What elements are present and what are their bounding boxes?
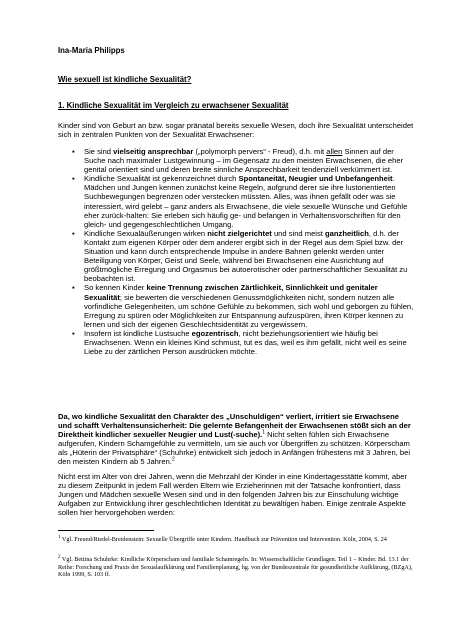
bullet-text: So kennen Kinder	[84, 283, 147, 293]
footnote-number: 2	[58, 554, 61, 560]
bullet-emphasis: vielseitig ansprechbar	[113, 147, 194, 156]
footnote-text: Vgl. Bettina Schuhrke: Kindliche Körperscham und familiale Schamregeln. In: Wissenschaftliche Grundlagen. Teil 1 – Kinder. Bd. 13.1 der Reihe: Forschung und Praxis der Sexualaufklärung und Familienplanung, hg. von der Bundeszentrale für gesundheitliche Aufklärung, (BZgA), Köln 1999, S. 103 ff.	[58, 556, 413, 579]
footnote-number: 1	[58, 534, 61, 540]
bullet-emphasis: ganzheitlich	[325, 228, 369, 238]
bullet-icon: ▪	[72, 228, 75, 238]
bullet-underline: allen	[326, 147, 343, 156]
author-name: Ina-Maria Philipps	[58, 46, 125, 55]
bullet-text: , d.h. der Kontakt zum eigenen Körper oder dem anderer ergibt sich in der Regel aus dem Spiel bzw. der Situation und kann durch entsprechende Impulse in andere Bahnen gelenkt werden unter Beteiligung von Körper, Geist und Seele, während bei Erwachsenen eine Ausrichtung auf größtmögliche Erregung und Orgasmus bei autoerotischer oder partnerschaftlicher Sexualität zu beobachten ist.	[84, 228, 408, 284]
footnote-text: Vgl. Freund/Riedel-Breidenstein: Sexuelle Übergriffe unter Kindern. Handbuch zur Prävention und Intervention. Köln, 2004, S. 24	[60, 536, 387, 543]
bullet-icon: ▪	[72, 283, 75, 293]
footnote-ref[interactable]: 1	[262, 429, 266, 436]
bullet-text: , nicht beziehungsorientiert wie häufig bei Erwachsenen. Wenn ein kleines Kind schmust, tut es das, weil es ihm gefällt, nicht weil es seine Liebe zu der zärtlichen Person ausdrücken möchte.	[84, 328, 407, 357]
list-item	[58, 329, 414, 356]
paragraph-text: Nicht selten fühlen sich Erwachsene aufgerufen, Kindern Schamgefühle zu vermitteln, um sie auch vor Übergriffen zu schützen. Körperscham als „Hüterin der Privatsphäre“ (Schuhrke) entwickelt sich jedoch in Anfängen frühestens mit 3 Jahren, bei den meisten Kindern ab 5 Jahren.	[58, 430, 411, 467]
bullet-emphasis: nicht zielgerichtet	[207, 228, 272, 238]
bullet-text: ; sie bewerten die verschiedenen Genussmöglichkeiten nicht, sondern nutzen alle vorfindliche Gelegenheiten, um schöne Gefühle zu bekommen, sich wohl und geborgen zu fühlen, Erregung zu spüren oder Möglichkeiten zur Entspannung aufzuspüren, ihren Körper kennen zu lernen und sich der eigenen Geschlechtsidentität zu vergewissern.	[84, 292, 414, 329]
bullet-emphasis: egozentrisch	[191, 328, 239, 338]
bullet-emphasis: keine Trennung zwischen Zärtlichkeit, Sinnlichkeit und genitaler Sexualität	[84, 283, 378, 302]
footnote	[58, 556, 414, 579]
bullet-text: Sinnen auf der Suche nach maximaler Lustgewinnung – im Gegensatz zu den meisten Erwachsenen, die eher genital orientiert sind und deren breite sinnliche Ansprechbarkeit tendenziell verkümmert ist.	[84, 147, 404, 175]
bullet-text: Insofern ist kindliche Lustsuche	[84, 328, 192, 338]
bullet-text: Kindliche Sexualäußerungen wirken	[84, 228, 208, 238]
footnote	[58, 536, 414, 544]
bullet-text: Kindliche Sexualität ist gekennzeichnet durch	[84, 174, 239, 184]
list-item	[58, 174, 414, 229]
characteristics-list	[58, 147, 414, 356]
bullet-text: („polymorph pervers“ - Freud), d.h. mit	[193, 147, 327, 156]
footnote-ref[interactable]: 2	[171, 456, 175, 463]
document-title: Wie sexuell ist kindliche Sexualität?	[58, 75, 192, 84]
bullet-emphasis: Spontaneität, Neugier und Unbefangenheit	[238, 174, 393, 184]
list-item	[58, 283, 414, 328]
paragraph-shame	[58, 412, 414, 467]
footnote-divider	[58, 530, 154, 531]
bullet-icon: ▪	[72, 147, 75, 156]
paragraph-kindergarten: Nicht erst im Alter von drei Jahren, wenn die Mehrzahl der Kinder in eine Kindertagesstätte kommt, aber zu diesem Zeitpunkt in jedem Fall werden Eltern wie Erzieherinnen mit der Tatsache konfrontiert, dass Jungen und Mädchen sexuelle Wesen sind und in den folgenden Jahren bis zur Einschulung wichtige Aufgaben zur Entwicklung ihrer geschlechtlichen Identität zu bewältigen haben. Einige zentrale Aspekte sollen hier hervorgehoben werden:	[58, 472, 408, 518]
bullet-text: Sie sind	[84, 147, 114, 156]
list-item	[58, 147, 414, 174]
bullet-icon: ▪	[72, 328, 75, 338]
section-heading: 1. Kindliche Sexualität im Vergleich zu erwachsener Sexualität	[58, 101, 289, 110]
intro-paragraph: Kinder sind von Geburt an bzw. sogar pränatal bereits sexuelle Wesen, doch ihre Sexualität unterscheidet sich in zentralen Punkten von der Sexualität Erwachsener:	[58, 121, 414, 140]
bullet-text: und sind meist	[271, 228, 326, 238]
bullet-text: . Mädchen und Jungen kennen zunächst keine Regeln, aufgrund derer sie ihre lustorientierten Suchbewegungen begrenzen oder verstecken müssten. Alles, was ihnen gefällt oder was sie interessiert, wird gelebt – ganz anders als Erwachsene, die viele sexuelle Wünsche und Gefühle eher zurück-halten: Sie erleben sich häufig ge- und befangen in Verhaltensvorschriften für den gleich- und gegengeschlechtlichen Umgang.	[84, 174, 408, 229]
bullet-icon: ▪	[72, 174, 75, 184]
paragraph-emphasis: Da, wo kindliche Sexualität den Charakter des „Unschuldigen“ verliert, irritiert sie Erwachsene und schafft Verhaltensunsicherheit: Die gelernte Befangenheit der Erwachsenen stößt sich an der Direktheit kindlicher sexueller Neugier und Lust(-suche).	[58, 412, 411, 440]
list-item	[58, 229, 414, 284]
